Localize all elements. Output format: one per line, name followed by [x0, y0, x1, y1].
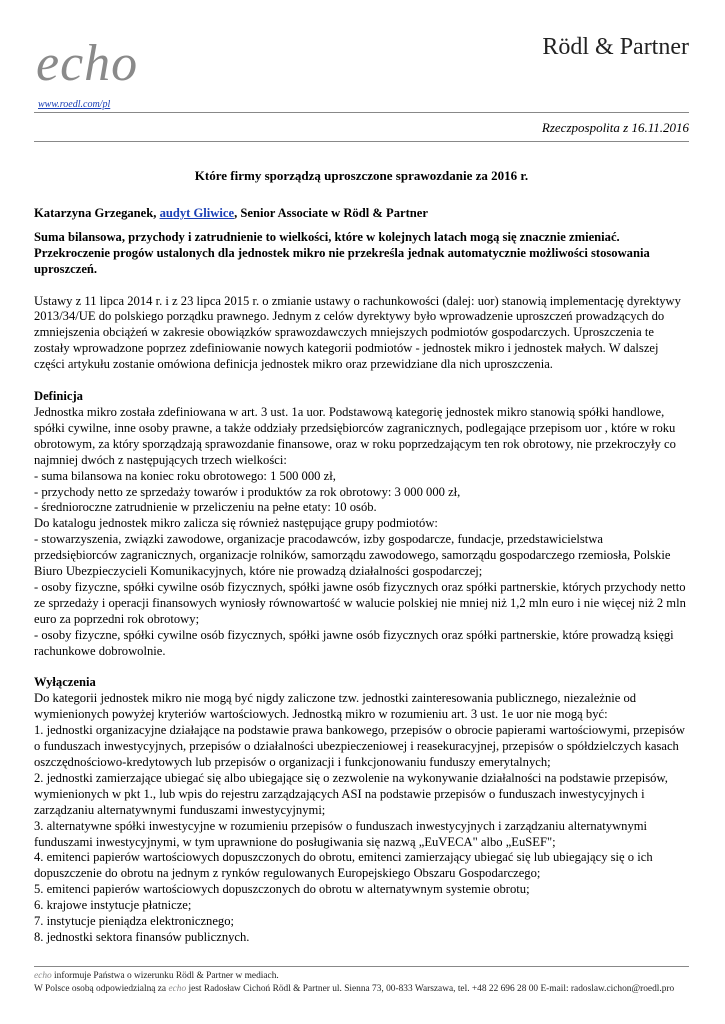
exclusions-heading: Wyłączenia — [34, 675, 96, 690]
definition-line: - suma bilansowa na koniec roku obrotowego: 1 500 000 zł, — [34, 468, 336, 483]
brand-name: Rödl & Partner — [542, 34, 689, 60]
footer-line-2 — [34, 983, 689, 996]
footer-echo-mark: echo — [168, 984, 187, 994]
exclusions-line: 5. emitenci papierów wartościowych dopuszczonych do obrotu w alternatywnym systemie obrotu; — [34, 882, 530, 897]
footer-divider — [34, 966, 689, 967]
footer-line-1 — [34, 970, 689, 983]
exclusions-line: Do kategorii jednostek mikro nie mogą być nigdy zaliczone tzw. jednostki zainteresowania publicznego, niezależnie od wymienionych powyżej kryteriów wartościowych. Jednostką mikro w rozumieniu art. 3 ust. 1e uor nie mogą być: — [34, 691, 637, 722]
definition-line: - osoby fizyczne, spółki cywilne osób fizycznych, spółki jawne osób fizycznych oraz spółki partnerskie, które prowadzą księgi rachunkowe dobrowolnie. — [34, 627, 674, 658]
definition-line: - osoby fizyczne, spółki cywilne osób fizycznych, spółki jawne osób fizycznych oraz spółki partnerskie, których przychody netto ze sprzedaży i operacji finansowych wyniosły równowartość w walucie polskiej nie mniej niż 1,2 mln euro i nie więcej niż 2 mln euro za poprzedni rok obrotowy; — [34, 579, 686, 626]
footer-echo-mark: echo — [34, 971, 52, 981]
article-title: Które firmy sporządzą uproszczone sprawozdanie za 2016 r. — [194, 168, 529, 183]
publication-source: Rzeczpospolita z 16.11.2016 — [541, 120, 689, 135]
author-role: , Senior Associate w Rödl & Partner — [234, 205, 428, 220]
echo-logo: echo — [36, 35, 139, 92]
footer-text: W Polsce osobą odpowiedzialną za — [34, 984, 169, 994]
source-divider — [34, 141, 689, 142]
exclusions-line: 4. emitenci papierów wartościowych dopuszczonych do obrotu, emitenci zamierzający ubiegać się lub ubiegający się o ich dopuszczenie do obrotu na jednym z rynków regulowanych Europejskiego Obszaru Gospodarczego; — [34, 850, 653, 881]
definition-line: Do katalogu jednostek mikro zalicza się również następujące grupy podmiotów: — [34, 516, 438, 531]
definition-line: - średnioroczne zatrudnienie w przeliczeniu na pełne etaty: 10 osób. — [34, 500, 377, 515]
definition-line: - przychody netto ze sprzedaży towarów i produktów za rok obrotowy: 3 000 000 zł, — [34, 484, 461, 499]
exclusions-section — [34, 691, 689, 946]
author-link[interactable]: audyt Gliwice — [159, 205, 235, 220]
exclusions-line: 7. instytucje pieniądza elektronicznego; — [34, 914, 235, 929]
definition-line: Jednostka mikro została zdefiniowana w art. 3 ust. 1a uor. Podstawową kategorię jednostek mikro stanowią spółki handlowe, spółki cywilne, inne osoby prawne, a także oddziały przedsiębiorców zagranicznych, podlegające przepisom uor , które w roku obrotowym, za który sporządzają sprawozdanie finansowe, oraz w roku poprzedzającym ten rok obrotowy, nie przekroczyły co najmniej dwóch z następujących trzech wielkości: — [34, 404, 676, 467]
exclusions-line: 2. jednostki zamierzające ubiegać się albo ubiegające się o zezwolenie na wykonywanie działalności na podstawie przepisów, wymienionych w pkt 1., lub wpis do rejestru zarządzających ASI na podstawie przepisów o funduszach inwestycyjnych i zarządzaniu alternatywnymi funduszami inwestycyjnymi; — [34, 770, 668, 817]
definition-line: - stowarzyszenia, związki zawodowe, organizacje pracodawców, izby gospodarcze, fundacje, przedstawicielstwa przedsiębiorców zagranicznych, organizacje rolników, samorządu zawodowego, samorządu gospodarczego rzemiosła, Polskie Biuro Ubezpieczycieli Komunikacyjnych, które nie prowadzą działalności gospodarczej; — [34, 532, 671, 579]
exclusions-line: 1. jednostki organizacyjne działające na podstawie prawa bankowego, przepisów o obrocie papierami wartościowymi, przepisów o funduszach inwestycyjnych, przepisów o działalności ubezpieczeniowej i reasekuracyjnej, przepisów o spółdzielczych kasach oszczędnościowo-kredytowych lub przepisów o organizacji i funkcjonowaniu funduszy emerytalnych; — [34, 723, 685, 769]
footer-contact: jest Radosław Cichoń Rödl & Partner ul. Sienna 73, 00-833 Warszawa, tel. +48 22 696 28 00 E-mail: radoslaw.cichon@roedl.pro — [186, 984, 675, 994]
author-line — [34, 206, 689, 222]
exclusions-line: 8. jednostki sektora finansów publicznych. — [34, 929, 250, 944]
footer-text: informuje Państwa o wizerunku Rödl & Partner w mediach. — [51, 971, 279, 981]
intro-paragraph: Ustawy z 11 lipca 2014 r. i z 23 lipca 2015 r. o zmianie ustawy o rachunkowości (dalej: uor) stanowią implementację dyrektywy 2013/34/UE do polskiego porządku prawnego. Jednym z celów dyrektywy było wprowadzenie uproszczeń prowadzących do zmniejszenia obciążeń w zakresie obowiązków sprawozdawczych mniejszych podmiotów gospodarczych. Uproszczenia te zostały wprowadzone poprzez zdefiniowanie nowych kategorii podmiotów - jednostek mikro i jednostek małych. W dalszej części artykułu zostanie omówiona definicja jednostek mikro oraz przewidziane dla nich uproszczenia. — [34, 293, 681, 372]
header-divider — [34, 112, 689, 113]
definition-heading: Definicja — [34, 389, 83, 404]
article-lead: Suma bilansowa, przychody i zatrudnienie to wielkości, które w kolejnych latach mogą się znacznie zmieniać. Przekroczenie progów ustalonych dla jednostek mikro nie przekreśla jednak automatycznie możliwości stosowania uproszczeń. — [34, 229, 650, 276]
author-name: Katarzyna Grzeganek, — [34, 205, 160, 220]
website-link[interactable]: www.roedl.com/pl — [38, 99, 111, 110]
footer — [34, 970, 689, 996]
definition-section — [34, 405, 689, 660]
exclusions-line: 3. alternatywne spółki inwestycyjne w rozumieniu przepisów o funduszach inwestycyjnych i zarządzaniu alternatywnymi funduszami inwestycyjnymi, w tym uprawnione do posługiwania się nazwą „EuVECA" albo „EuSEF"; — [34, 818, 648, 849]
article-body — [34, 168, 689, 946]
exclusions-line: 6. krajowe instytucje płatnicze; — [34, 898, 192, 913]
